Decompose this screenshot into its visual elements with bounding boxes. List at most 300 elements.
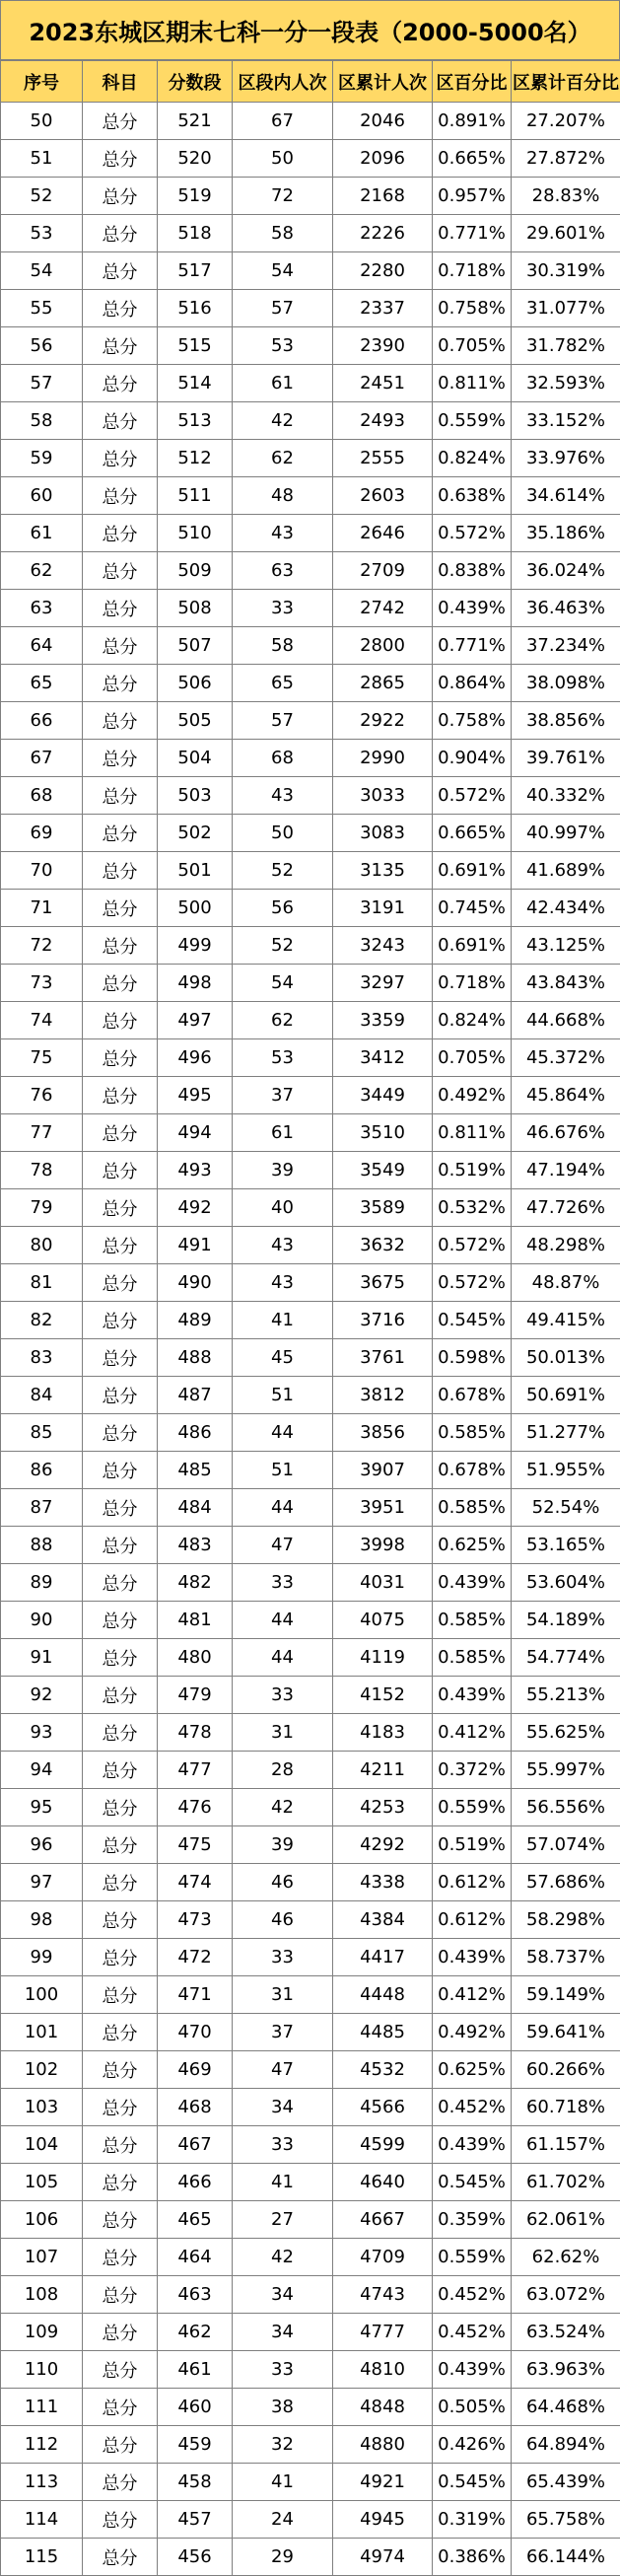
cell-cumulative-percent: 29.601% (512, 215, 620, 252)
table-row (1, 2089, 620, 2126)
cell-percent: 0.665% (433, 815, 512, 852)
cell-cumulative-count: 4640 (333, 2164, 433, 2201)
cell-index: 60 (1, 477, 83, 515)
cell-cumulative-count: 4848 (333, 2389, 433, 2426)
cell-percent: 0.665% (433, 140, 512, 178)
cell-score: 469 (158, 2051, 233, 2089)
cell-cumulative-percent: 65.439% (512, 2464, 620, 2501)
cell-cumulative-percent: 53.165% (512, 1527, 620, 1564)
table-row (1, 290, 620, 327)
cell-percent: 0.904% (433, 740, 512, 777)
cell-cumulative-count: 3632 (333, 1227, 433, 1264)
table-row (1, 1339, 620, 1377)
table-row (1, 590, 620, 627)
table-row (1, 402, 620, 440)
header-row (1, 61, 620, 103)
cell-subject: 总分 (83, 2239, 158, 2276)
cell-segment-count: 33 (233, 1677, 333, 1714)
cell-percent: 0.718% (433, 965, 512, 1002)
cell-cumulative-count: 4384 (333, 1901, 433, 1939)
cell-cumulative-count: 4253 (333, 1789, 433, 1826)
cell-segment-count: 31 (233, 1976, 333, 2014)
cell-index: 81 (1, 1264, 83, 1302)
cell-percent: 0.691% (433, 852, 512, 890)
cell-cumulative-count: 3412 (333, 1039, 433, 1077)
table-row (1, 1077, 620, 1114)
cell-score: 515 (158, 327, 233, 365)
cell-segment-count: 47 (233, 1527, 333, 1564)
cell-segment-count: 43 (233, 515, 333, 552)
cell-cumulative-percent: 48.298% (512, 1227, 620, 1264)
cell-subject: 总分 (83, 1564, 158, 1602)
cell-subject: 总分 (83, 852, 158, 890)
cell-subject: 总分 (83, 1077, 158, 1114)
cell-index: 69 (1, 815, 83, 852)
cell-percent: 0.572% (433, 777, 512, 815)
table-row (1, 1527, 620, 1564)
cell-segment-count: 41 (233, 2464, 333, 2501)
cell-percent: 0.691% (433, 927, 512, 965)
cell-segment-count: 42 (233, 402, 333, 440)
cell-subject: 总分 (83, 2014, 158, 2051)
cell-score: 470 (158, 2014, 233, 2051)
cell-score: 506 (158, 665, 233, 702)
cell-subject: 总分 (83, 665, 158, 702)
cell-index: 79 (1, 1189, 83, 1227)
cell-segment-count: 43 (233, 777, 333, 815)
cell-percent: 0.838% (433, 552, 512, 590)
cell-segment-count: 50 (233, 140, 333, 178)
cell-index: 94 (1, 1752, 83, 1789)
cell-index: 90 (1, 1602, 83, 1639)
cell-cumulative-percent: 58.298% (512, 1901, 620, 1939)
cell-cumulative-percent: 53.604% (512, 1564, 620, 1602)
cell-cumulative-count: 4417 (333, 1939, 433, 1976)
cell-segment-count: 33 (233, 590, 333, 627)
cell-index: 98 (1, 1901, 83, 1939)
cell-percent: 0.439% (433, 1939, 512, 1976)
cell-percent: 0.545% (433, 1302, 512, 1339)
cell-percent: 0.705% (433, 327, 512, 365)
cell-score: 466 (158, 2164, 233, 2201)
cell-segment-count: 67 (233, 103, 333, 140)
cell-subject: 总分 (83, 1976, 158, 2014)
cell-segment-count: 42 (233, 2239, 333, 2276)
table-row (1, 1414, 620, 1452)
cell-segment-count: 68 (233, 740, 333, 777)
column-header-cumulative-count: 区累计人次 (333, 61, 433, 103)
cell-index: 67 (1, 740, 83, 777)
cell-score: 497 (158, 1002, 233, 1039)
cell-cumulative-percent: 62.061% (512, 2201, 620, 2239)
cell-cumulative-percent: 51.277% (512, 1414, 620, 1452)
cell-subject: 总分 (83, 1901, 158, 1939)
cell-percent: 0.585% (433, 1489, 512, 1527)
cell-cumulative-percent: 59.149% (512, 1976, 620, 2014)
cell-index: 107 (1, 2239, 83, 2276)
cell-cumulative-count: 4292 (333, 1826, 433, 1864)
cell-cumulative-count: 2922 (333, 702, 433, 740)
cell-subject: 总分 (83, 2539, 158, 2576)
table-row (1, 777, 620, 815)
cell-subject: 总分 (83, 815, 158, 852)
score-table (0, 60, 620, 2576)
cell-index: 53 (1, 215, 83, 252)
cell-segment-count: 44 (233, 1414, 333, 1452)
cell-index: 56 (1, 327, 83, 365)
table-row (1, 1002, 620, 1039)
cell-index: 106 (1, 2201, 83, 2239)
cell-cumulative-percent: 38.098% (512, 665, 620, 702)
cell-percent: 0.625% (433, 2051, 512, 2089)
table-row (1, 1564, 620, 1602)
column-header-index: 序号 (1, 61, 83, 103)
cell-segment-count: 34 (233, 2089, 333, 2126)
cell-subject: 总分 (83, 290, 158, 327)
table-row (1, 140, 620, 178)
cell-cumulative-percent: 49.415% (512, 1302, 620, 1339)
cell-percent: 0.439% (433, 590, 512, 627)
cell-index: 99 (1, 1939, 83, 1976)
cell-cumulative-percent: 65.758% (512, 2501, 620, 2539)
cell-segment-count: 37 (233, 1077, 333, 1114)
cell-segment-count: 57 (233, 702, 333, 740)
cell-cumulative-percent: 44.668% (512, 1002, 620, 1039)
cell-percent: 0.452% (433, 2089, 512, 2126)
cell-segment-count: 31 (233, 1714, 333, 1752)
cell-percent: 0.545% (433, 2464, 512, 2501)
cell-score: 496 (158, 1039, 233, 1077)
cell-score: 486 (158, 1414, 233, 1452)
cell-segment-count: 28 (233, 1752, 333, 1789)
cell-cumulative-percent: 52.54% (512, 1489, 620, 1527)
cell-cumulative-count: 2709 (333, 552, 433, 590)
cell-index: 108 (1, 2276, 83, 2314)
cell-cumulative-count: 2493 (333, 402, 433, 440)
cell-score: 487 (158, 1377, 233, 1414)
cell-cumulative-percent: 54.774% (512, 1639, 620, 1677)
cell-subject: 总分 (83, 477, 158, 515)
cell-cumulative-percent: 57.074% (512, 1826, 620, 1864)
cell-score: 485 (158, 1452, 233, 1489)
cell-subject: 总分 (83, 2464, 158, 2501)
table-row (1, 1901, 620, 1939)
cell-cumulative-percent: 62.62% (512, 2239, 620, 2276)
cell-cumulative-percent: 54.189% (512, 1602, 620, 1639)
cell-score: 520 (158, 140, 233, 178)
cell-index: 92 (1, 1677, 83, 1714)
cell-percent: 0.572% (433, 1264, 512, 1302)
cell-index: 101 (1, 2014, 83, 2051)
cell-index: 112 (1, 2426, 83, 2464)
cell-score: 502 (158, 815, 233, 852)
cell-index: 77 (1, 1114, 83, 1152)
cell-segment-count: 51 (233, 1452, 333, 1489)
cell-index: 110 (1, 2351, 83, 2389)
cell-cumulative-percent: 43.125% (512, 927, 620, 965)
cell-segment-count: 33 (233, 2351, 333, 2389)
cell-score: 480 (158, 1639, 233, 1677)
table-row (1, 852, 620, 890)
cell-index: 115 (1, 2539, 83, 2576)
cell-segment-count: 46 (233, 1901, 333, 1939)
table-row (1, 1152, 620, 1189)
cell-index: 113 (1, 2464, 83, 2501)
cell-percent: 0.572% (433, 515, 512, 552)
cell-cumulative-percent: 55.213% (512, 1677, 620, 1714)
cell-cumulative-count: 4031 (333, 1564, 433, 1602)
column-header-segment-count: 区段内人次 (233, 61, 333, 103)
cell-segment-count: 32 (233, 2426, 333, 2464)
cell-score: 494 (158, 1114, 233, 1152)
cell-score: 493 (158, 1152, 233, 1189)
cell-cumulative-count: 4211 (333, 1752, 433, 1789)
cell-cumulative-percent: 63.963% (512, 2351, 620, 2389)
cell-segment-count: 34 (233, 2314, 333, 2351)
table-row (1, 1114, 620, 1152)
cell-index: 86 (1, 1452, 83, 1489)
cell-percent: 0.545% (433, 2164, 512, 2201)
cell-segment-count: 27 (233, 2201, 333, 2239)
cell-percent: 0.585% (433, 1639, 512, 1677)
cell-cumulative-percent: 45.372% (512, 1039, 620, 1077)
cell-score: 513 (158, 402, 233, 440)
cell-score: 457 (158, 2501, 233, 2539)
cell-score: 475 (158, 1826, 233, 1864)
cell-score: 514 (158, 365, 233, 402)
cell-cumulative-count: 2742 (333, 590, 433, 627)
table-row (1, 815, 620, 852)
cell-cumulative-count: 4075 (333, 1602, 433, 1639)
cell-score: 501 (158, 852, 233, 890)
table-row (1, 2501, 620, 2539)
cell-cumulative-count: 3549 (333, 1152, 433, 1189)
cell-cumulative-count: 3033 (333, 777, 433, 815)
table-row (1, 2239, 620, 2276)
cell-index: 105 (1, 2164, 83, 2201)
table-row (1, 2539, 620, 2576)
cell-segment-count: 44 (233, 1489, 333, 1527)
cell-percent: 0.559% (433, 1789, 512, 1826)
cell-cumulative-count: 3998 (333, 1527, 433, 1564)
cell-index: 78 (1, 1152, 83, 1189)
cell-subject: 总分 (83, 1714, 158, 1752)
cell-percent: 0.824% (433, 1002, 512, 1039)
cell-segment-count: 56 (233, 890, 333, 927)
table-row (1, 2389, 620, 2426)
cell-percent: 0.505% (433, 2389, 512, 2426)
cell-cumulative-percent: 40.332% (512, 777, 620, 815)
cell-index: 51 (1, 140, 83, 178)
cell-index: 65 (1, 665, 83, 702)
cell-score: 481 (158, 1602, 233, 1639)
cell-subject: 总分 (83, 2276, 158, 2314)
cell-segment-count: 46 (233, 1864, 333, 1901)
cell-cumulative-percent: 47.726% (512, 1189, 620, 1227)
cell-subject: 总分 (83, 402, 158, 440)
column-header-percent: 区百分比 (433, 61, 512, 103)
cell-score: 467 (158, 2126, 233, 2164)
sheet-title: 2023东城区期末七科一分一段表（2000-5000名） (0, 0, 620, 60)
cell-cumulative-count: 4921 (333, 2464, 433, 2501)
cell-percent: 0.758% (433, 702, 512, 740)
cell-percent: 0.585% (433, 1414, 512, 1452)
cell-score: 464 (158, 2239, 233, 2276)
cell-cumulative-percent: 50.691% (512, 1377, 620, 1414)
cell-percent: 0.319% (433, 2501, 512, 2539)
cell-segment-count: 62 (233, 1002, 333, 1039)
cell-score: 495 (158, 1077, 233, 1114)
cell-segment-count: 34 (233, 2276, 333, 2314)
cell-cumulative-count: 4743 (333, 2276, 433, 2314)
cell-cumulative-percent: 33.976% (512, 440, 620, 477)
cell-segment-count: 48 (233, 477, 333, 515)
cell-cumulative-count: 2603 (333, 477, 433, 515)
table-row (1, 1714, 620, 1752)
cell-cumulative-count: 2046 (333, 103, 433, 140)
cell-index: 93 (1, 1714, 83, 1752)
cell-score: 490 (158, 1264, 233, 1302)
cell-cumulative-count: 4880 (333, 2426, 433, 2464)
cell-score: 479 (158, 1677, 233, 1714)
cell-subject: 总分 (83, 1302, 158, 1339)
cell-cumulative-count: 3761 (333, 1339, 433, 1377)
cell-cumulative-count: 3083 (333, 815, 433, 852)
cell-percent: 0.891% (433, 103, 512, 140)
cell-segment-count: 53 (233, 1039, 333, 1077)
cell-cumulative-percent: 60.266% (512, 2051, 620, 2089)
cell-score: 521 (158, 103, 233, 140)
cell-cumulative-percent: 34.614% (512, 477, 620, 515)
column-header-score: 分数段 (158, 61, 233, 103)
cell-index: 100 (1, 1976, 83, 2014)
cell-index: 95 (1, 1789, 83, 1826)
table-row (1, 1302, 620, 1339)
cell-score: 519 (158, 178, 233, 215)
cell-percent: 0.811% (433, 1114, 512, 1152)
table-row (1, 477, 620, 515)
cell-score: 499 (158, 927, 233, 965)
cell-segment-count: 24 (233, 2501, 333, 2539)
cell-segment-count: 40 (233, 1189, 333, 1227)
cell-cumulative-percent: 59.641% (512, 2014, 620, 2051)
cell-index: 74 (1, 1002, 83, 1039)
cell-cumulative-percent: 39.761% (512, 740, 620, 777)
cell-index: 109 (1, 2314, 83, 2351)
cell-subject: 总分 (83, 890, 158, 927)
cell-cumulative-count: 3191 (333, 890, 433, 927)
cell-score: 511 (158, 477, 233, 515)
cell-subject: 总分 (83, 1414, 158, 1452)
cell-index: 73 (1, 965, 83, 1002)
cell-subject: 总分 (83, 140, 158, 178)
cell-subject: 总分 (83, 1002, 158, 1039)
cell-subject: 总分 (83, 1752, 158, 1789)
cell-percent: 0.718% (433, 252, 512, 290)
cell-score: 463 (158, 2276, 233, 2314)
cell-segment-count: 37 (233, 2014, 333, 2051)
cell-cumulative-count: 4599 (333, 2126, 433, 2164)
cell-percent: 0.598% (433, 1339, 512, 1377)
cell-score: 465 (158, 2201, 233, 2239)
cell-segment-count: 52 (233, 852, 333, 890)
cell-index: 52 (1, 178, 83, 215)
cell-percent: 0.811% (433, 365, 512, 402)
cell-segment-count: 43 (233, 1264, 333, 1302)
cell-subject: 总分 (83, 2164, 158, 2201)
cell-cumulative-count: 2096 (333, 140, 433, 178)
cell-cumulative-count: 3907 (333, 1452, 433, 1489)
cell-cumulative-percent: 48.87% (512, 1264, 620, 1302)
cell-percent: 0.559% (433, 402, 512, 440)
cell-subject: 总分 (83, 1227, 158, 1264)
cell-index: 55 (1, 290, 83, 327)
table-row (1, 2126, 620, 2164)
cell-percent: 0.439% (433, 1564, 512, 1602)
cell-cumulative-count: 4152 (333, 1677, 433, 1714)
cell-score: 484 (158, 1489, 233, 1527)
cell-segment-count: 50 (233, 815, 333, 852)
table-row (1, 178, 620, 215)
cell-cumulative-count: 3951 (333, 1489, 433, 1527)
cell-percent: 0.439% (433, 2351, 512, 2389)
cell-segment-count: 61 (233, 1114, 333, 1152)
cell-cumulative-count: 4709 (333, 2239, 433, 2276)
table-row (1, 327, 620, 365)
cell-segment-count: 41 (233, 2164, 333, 2201)
cell-score: 504 (158, 740, 233, 777)
cell-subject: 总分 (83, 1602, 158, 1639)
cell-score: 508 (158, 590, 233, 627)
cell-percent: 0.372% (433, 1752, 512, 1789)
cell-subject: 总分 (83, 2201, 158, 2239)
cell-subject: 总分 (83, 1339, 158, 1377)
cell-score: 471 (158, 1976, 233, 2014)
cell-segment-count: 33 (233, 2126, 333, 2164)
cell-segment-count: 58 (233, 215, 333, 252)
table-row (1, 2164, 620, 2201)
cell-percent: 0.359% (433, 2201, 512, 2239)
cell-subject: 总分 (83, 1264, 158, 1302)
cell-segment-count: 51 (233, 1377, 333, 1414)
cell-segment-count: 39 (233, 1826, 333, 1864)
cell-cumulative-percent: 51.955% (512, 1452, 620, 1489)
cell-subject: 总分 (83, 1939, 158, 1976)
cell-index: 111 (1, 2389, 83, 2426)
cell-cumulative-percent: 42.434% (512, 890, 620, 927)
cell-cumulative-percent: 60.718% (512, 2089, 620, 2126)
table-row (1, 702, 620, 740)
cell-subject: 总分 (83, 1152, 158, 1189)
cell-index: 50 (1, 103, 83, 140)
cell-cumulative-percent: 63.524% (512, 2314, 620, 2351)
table-row (1, 515, 620, 552)
cell-cumulative-percent: 31.782% (512, 327, 620, 365)
cell-percent: 0.771% (433, 627, 512, 665)
cell-segment-count: 53 (233, 327, 333, 365)
cell-percent: 0.612% (433, 1901, 512, 1939)
cell-score: 510 (158, 515, 233, 552)
cell-score: 460 (158, 2389, 233, 2426)
cell-segment-count: 58 (233, 627, 333, 665)
cell-cumulative-count: 3856 (333, 1414, 433, 1452)
cell-cumulative-count: 4945 (333, 2501, 433, 2539)
cell-index: 54 (1, 252, 83, 290)
cell-subject: 总分 (83, 1864, 158, 1901)
cell-subject: 总分 (83, 252, 158, 290)
cell-subject: 总分 (83, 2501, 158, 2539)
cell-subject: 总分 (83, 590, 158, 627)
